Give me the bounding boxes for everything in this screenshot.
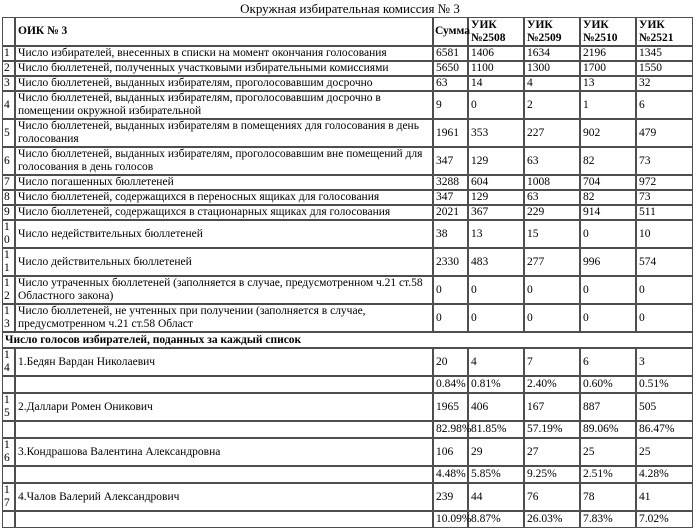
candidate-percent-row [2,466,693,483]
row-number [2,511,15,528]
uik-value: 0 [468,276,524,304]
uik-percent: 8.87% [468,511,524,528]
candidate-percent-row [2,376,693,393]
uik-value: 0 [468,304,524,332]
uik-2508-column-header: УИК №2508 [468,17,524,46]
uik-value: 604 [468,175,524,190]
row-number: 17 [2,483,15,511]
uik-percent: 26.03% [524,511,580,528]
uik-value: 29 [468,438,524,466]
uik-value: 129 [468,147,524,175]
uik-value: 887 [580,393,636,421]
uik-percent: 7.83% [580,511,636,528]
sum-value: 239 [433,483,468,511]
uik-value: 0 [468,91,524,119]
uik-2521-column-header: УИК №2521 [636,17,693,46]
uik-value: 129 [468,190,524,205]
row-number [2,421,15,438]
row-number: 3 [2,76,15,91]
uik-percent: 7.02% [636,511,693,528]
uik-value: 27 [524,438,580,466]
stat-row [2,91,693,119]
uik-value: 1008 [524,175,580,190]
uik-value: 44 [468,483,524,511]
sum-column-header: Сумма [433,17,468,46]
row-label: Число бюллетеней, выданных избирателям в помещениях для голосования в день голосования [15,119,433,147]
uik-value: 25 [636,438,693,466]
uik-value: 0 [524,276,580,304]
uik-value: 6 [580,348,636,376]
row-number: 9 [2,205,15,220]
uik-value: 63 [524,147,580,175]
uik-value: 511 [636,205,693,220]
sum-value: 9 [433,91,468,119]
uik-value: 1345 [636,46,693,61]
uik-value: 41 [636,483,693,511]
uik-value: 4 [468,348,524,376]
sum-percent: 4.48% [433,466,468,483]
row-label: Число бюллетеней, выданных избирателям, проголосовавшим досрочно [15,76,433,91]
row-label: Число избирателей, внесенных в списки на момент окончания голосования [15,46,433,61]
uik-percent: 0.60% [580,376,636,393]
stat-row [2,248,693,276]
oik-column-header: ОИК № 3 [15,17,433,46]
header-row [2,17,693,46]
uik-value: 167 [524,393,580,421]
sum-value: 1961 [433,119,468,147]
uik-value: 483 [468,248,524,276]
candidate-name [15,466,433,483]
row-label: Число бюллетеней, не учтенных при получении (заполняется в случае, предусмотренном ч.21 ст.58 Област [15,304,433,332]
uik-value: 0 [636,276,693,304]
sum-value: 2021 [433,205,468,220]
uik-value: 3 [636,348,693,376]
sum-value: 1965 [433,393,468,421]
row-label: Число бюллетеней, полученных участковыми избирательными комиссиями [15,61,433,76]
uik-value: 2 [524,91,580,119]
candidate-row [2,438,693,466]
uik-2510-column-header: УИК №2510 [580,17,636,46]
row-label: Число бюллетеней, содержащихся в переносных ящиках для голосования [15,190,433,205]
uik-value: 1406 [468,46,524,61]
candidate-name [15,421,433,438]
stat-row [2,220,693,248]
sum-percent: 10.09% [433,511,468,528]
uik-value: 76 [524,483,580,511]
uik-value: 972 [636,175,693,190]
uik-value: 10 [636,220,693,248]
stat-row [2,46,693,61]
uik-percent: 9.25% [524,466,580,483]
candidate-percent-row [2,421,693,438]
sum-value: 2330 [433,248,468,276]
sum-percent: 82.98% [433,421,468,438]
sum-value: 38 [433,220,468,248]
uik-value: 996 [580,248,636,276]
uik-value: 227 [524,119,580,147]
uik-value: 73 [636,147,693,175]
uik-value: 82 [580,190,636,205]
section-header-row [2,332,693,348]
uik-value: 1 [580,91,636,119]
uik-value: 78 [580,483,636,511]
row-number: 16 [2,438,15,466]
candidate-name: 3.Кондрашова Валентина Александровна [15,438,433,466]
uik-value: 1300 [524,61,580,76]
sum-value: 0 [433,276,468,304]
stat-row [2,119,693,147]
sum-value: 347 [433,190,468,205]
uik-value: 0 [524,304,580,332]
stat-row [2,304,693,332]
candidate-row [2,348,693,376]
row-label: Число бюллетеней, содержащихся в стационарных ящиках для голосования [15,205,433,220]
row-label: Число бюллетеней, выданных избирателям, проголосовавшим досрочно в помещении окружной избирательной [15,91,433,119]
candidate-name [15,376,433,393]
row-number: 11 [2,248,15,276]
uik-value: 574 [636,248,693,276]
uik-percent: 0.51% [636,376,693,393]
uik-value: 0 [636,304,693,332]
row-number: 15 [2,393,15,421]
uik-value: 0 [580,220,636,248]
row-number: 12 [2,276,15,304]
sum-value: 5650 [433,61,468,76]
row-number [2,376,15,393]
uik-value: 0 [580,276,636,304]
sum-value: 3288 [433,175,468,190]
uik-value: 704 [580,175,636,190]
row-number: 8 [2,190,15,205]
uik-value: 479 [636,119,693,147]
uik-percent: 89.06% [580,421,636,438]
uik-value: 914 [580,205,636,220]
row-number: 5 [2,119,15,147]
sum-value: 6581 [433,46,468,61]
uik-value: 1634 [524,46,580,61]
row-number: 10 [2,220,15,248]
row-number: 6 [2,147,15,175]
candidate-row [2,393,693,421]
uik-value: 15 [524,220,580,248]
uik-value: 902 [580,119,636,147]
stat-row [2,76,693,91]
sum-value: 0 [433,304,468,332]
uik-value: 14 [468,76,524,91]
row-number: 14 [2,348,15,376]
row-number: 4 [2,91,15,119]
uik-value: 367 [468,205,524,220]
row-label: Число недействительных бюллетеней [15,220,433,248]
uik-value: 1550 [636,61,693,76]
page-title: Окружная избирательная комиссия № 3 [240,1,460,16]
stat-row [2,205,693,220]
sum-value: 106 [433,438,468,466]
section-title: Число голосов избирателей, поданных за каждый список [2,332,693,348]
candidate-row [2,483,693,511]
uik-value: 0 [580,304,636,332]
uik-percent: 5.85% [468,466,524,483]
stat-row [2,147,693,175]
uik-value: 82 [580,147,636,175]
row-label: Число бюллетеней, выданных избирателям, проголосовавшим вне помещений для голосования в день голосов [15,147,433,175]
row-number: 7 [2,175,15,190]
stat-row [2,175,693,190]
uik-value: 1700 [580,61,636,76]
uik-value: 406 [468,393,524,421]
row-number: 1 [2,46,15,61]
uik-percent: 2.40% [524,376,580,393]
uik-percent: 4.28% [636,466,693,483]
row-label: Число утраченных бюллетеней (заполняется в случае, предусмотренном ч.21 ст.58 Областного закона) [15,276,433,304]
uik-value: 73 [636,190,693,205]
uik-percent: 2.51% [580,466,636,483]
sum-value: 347 [433,147,468,175]
row-label: Число погашенных бюллетеней [15,175,433,190]
uik-value: 353 [468,119,524,147]
sum-value: 20 [433,348,468,376]
uik-value: 2196 [580,46,636,61]
uik-percent: 86.47% [636,421,693,438]
candidate-name: 1.Бедян Вардан Николаевич [15,348,433,376]
uik-value: 1100 [468,61,524,76]
stat-row [2,190,693,205]
row-number [2,466,15,483]
results-table [2,17,693,528]
candidate-name: 4.Чалов Валерий Александрович [15,483,433,511]
sum-value: 63 [433,76,468,91]
candidate-percent-row [2,511,693,528]
row-label: Число действительных бюллетеней [15,248,433,276]
candidate-name [15,511,433,528]
uik-value: 25 [580,438,636,466]
uik-value: 7 [524,348,580,376]
corner-header-cell [2,17,15,46]
uik-percent: 0.81% [468,376,524,393]
uik-2509-column-header: УИК №2509 [524,17,580,46]
row-number: 2 [2,61,15,76]
uik-value: 6 [636,91,693,119]
uik-value: 13 [580,76,636,91]
candidate-name: 2.Даллари Ромен Оникович [15,393,433,421]
uik-value: 13 [468,220,524,248]
stat-row [2,276,693,304]
sum-percent: 0.84% [433,376,468,393]
uik-value: 4 [524,76,580,91]
uik-value: 63 [524,190,580,205]
uik-percent: 81.85% [468,421,524,438]
stat-row [2,61,693,76]
uik-percent: 57.19% [524,421,580,438]
uik-value: 32 [636,76,693,91]
uik-value: 229 [524,205,580,220]
row-number: 13 [2,304,15,332]
uik-value: 505 [636,393,693,421]
uik-value: 277 [524,248,580,276]
